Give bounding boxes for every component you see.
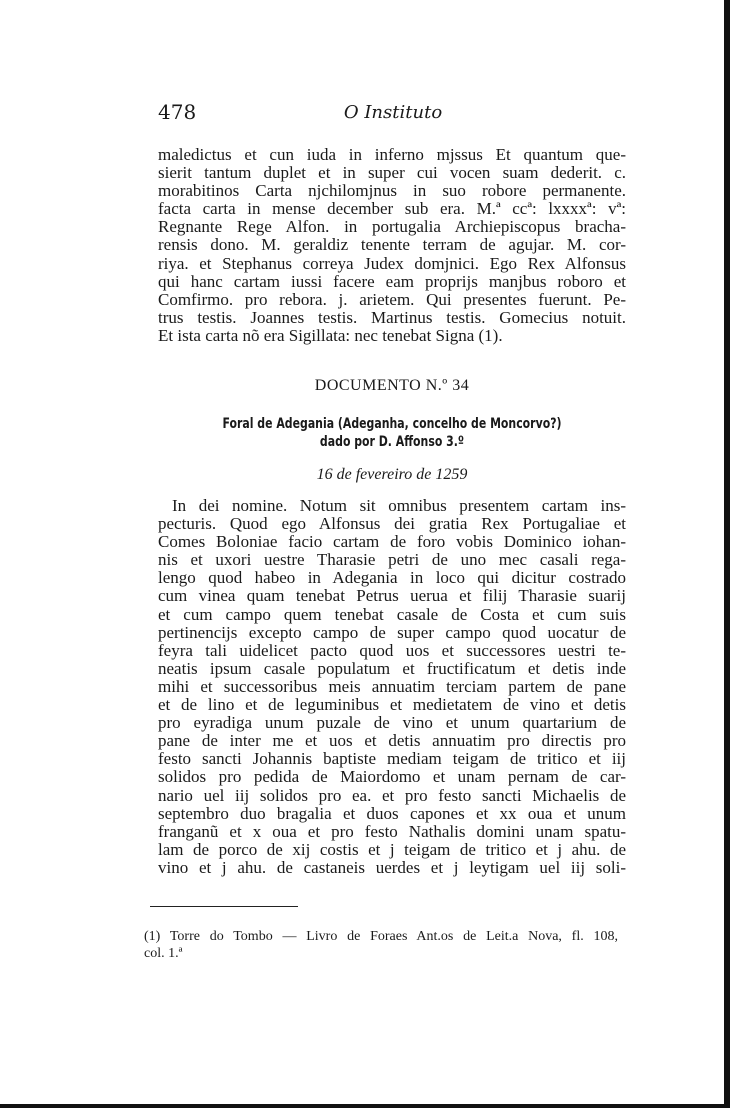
text-line: mihi et successoribus meis annuatim terciam partem de pane	[158, 676, 626, 696]
text-line: morabitinos Carta njchilomjnus in suo robore permanente.	[158, 181, 626, 201]
text-line: nis et uxori uestre Tharasie petri de uno mec casali rega-	[158, 550, 626, 570]
text-line: maledictus et cun iuda in inferno mjssus Et quantum que-	[158, 145, 626, 164]
text-line: rensis dono. M. geraldiz tenente terram de agujar. M. cor-	[158, 235, 626, 255]
running-title: O Instituto	[343, 102, 443, 123]
document-heading: DOCUMENTO N.º 34	[314, 377, 470, 394]
text-line: Comfirmo. pro rebora. j. arietem. Qui presentes fuerunt. Pe-	[158, 289, 626, 309]
text-line: franganũ et x oua et pro festo Nathalis domini unam spatu-	[158, 821, 626, 841]
text-line: pro eyradiga unum puzale de vino et unum quartarium de	[158, 713, 626, 733]
footnote-line: (1) Torre do Tombo — Livro de Foraes Ant.os de Leit.a Nova, fl. 108,	[144, 929, 618, 944]
text-line: et cum campo quem tenebat casale de Costa et cum suis	[158, 604, 626, 624]
text-line: riya. et Stephanus correya Judex domjnici. Ego Rex Alfonsus	[158, 253, 626, 273]
text-line: cum vinea quam tenebat Petrus uerua et filij Tharasie suarij	[158, 586, 626, 606]
text-line: trus testis. Joannes testis. Martinus testis. Gomecius notuit.	[158, 307, 626, 327]
text-line: Regnante Rege Alfon. in portugalia Archiepiscopus bracha-	[158, 217, 626, 237]
carry-over-paragraph	[158, 146, 626, 345]
text-line: pane de inter me et uos et detis annuatim pro directis pro	[158, 731, 626, 751]
text-line: pecturis. Quod ego Alfonsus dei gratia Rex Portugaliae et	[158, 514, 626, 534]
footnote-line: col. 1.ª	[144, 946, 183, 961]
text-line: lam de porco de xij costis et j teigam de tritico et j ahu. de	[158, 839, 626, 859]
text-line: lengo quod habeo in Adegania in loco qui dicitur costrado	[158, 568, 626, 588]
text-line: Comes Boloniae facio cartam de foro vobis Dominico iohan-	[158, 532, 626, 552]
text-line: neatis ipsum casale populatum et fructificatum et detis inde	[158, 658, 626, 678]
text-line: facta carta in mense december sub era. M.ª ccª: lxxxxª: vª:	[158, 199, 626, 219]
footnote-rule	[150, 906, 298, 907]
page-number: 478	[158, 100, 197, 124]
foral-title-line-1: Foral de Adegania (Adeganha, concelho de Moncorvo?)	[222, 416, 562, 432]
page-header	[158, 100, 628, 130]
text-line: solidos pro pedida de Maiordomo et unam pernam de car-	[158, 767, 626, 787]
text-line: et de lino et de leguminibus et medietatem de vino et detis	[158, 695, 626, 715]
main-paragraph	[158, 497, 626, 877]
text-line: pertinencijs excepto campo de super campo quod uocatur de	[158, 622, 626, 642]
text-line: festo sancti Johannis baptiste mediam teigam de tritico et iij	[158, 749, 626, 769]
text-line: septembro duo bragalia et duos capones et xx oua et unum	[158, 803, 626, 823]
text-line: feyra tali uidelicet pacto quod uos et successores uestri te-	[158, 640, 626, 660]
text-line: vino et j ahu. de castaneis uerdes et j leytigam uel iij soli-	[158, 857, 626, 877]
footnote	[144, 928, 618, 962]
text-line: sierit tantum duplet et in super cui vocen suam dederit. c.	[158, 163, 626, 183]
text-line: Et ista carta nõ era Sigillata: nec tenebat Signa (1).	[158, 325, 503, 345]
text-line: In dei nomine. Notum sit omnibus presentem cartam ins-	[172, 496, 626, 515]
text-line: qui hanc cartam iussi facere eam proprijs manjbus roboro et	[158, 271, 626, 291]
date-line: 16 de fevereiro de 1259	[316, 466, 468, 483]
foral-title-line-2: dado por D. Affonso 3.º	[319, 434, 465, 450]
text-line: nario uel iij solidos pro ea. et pro festo sancti Michaelis de	[158, 785, 626, 805]
